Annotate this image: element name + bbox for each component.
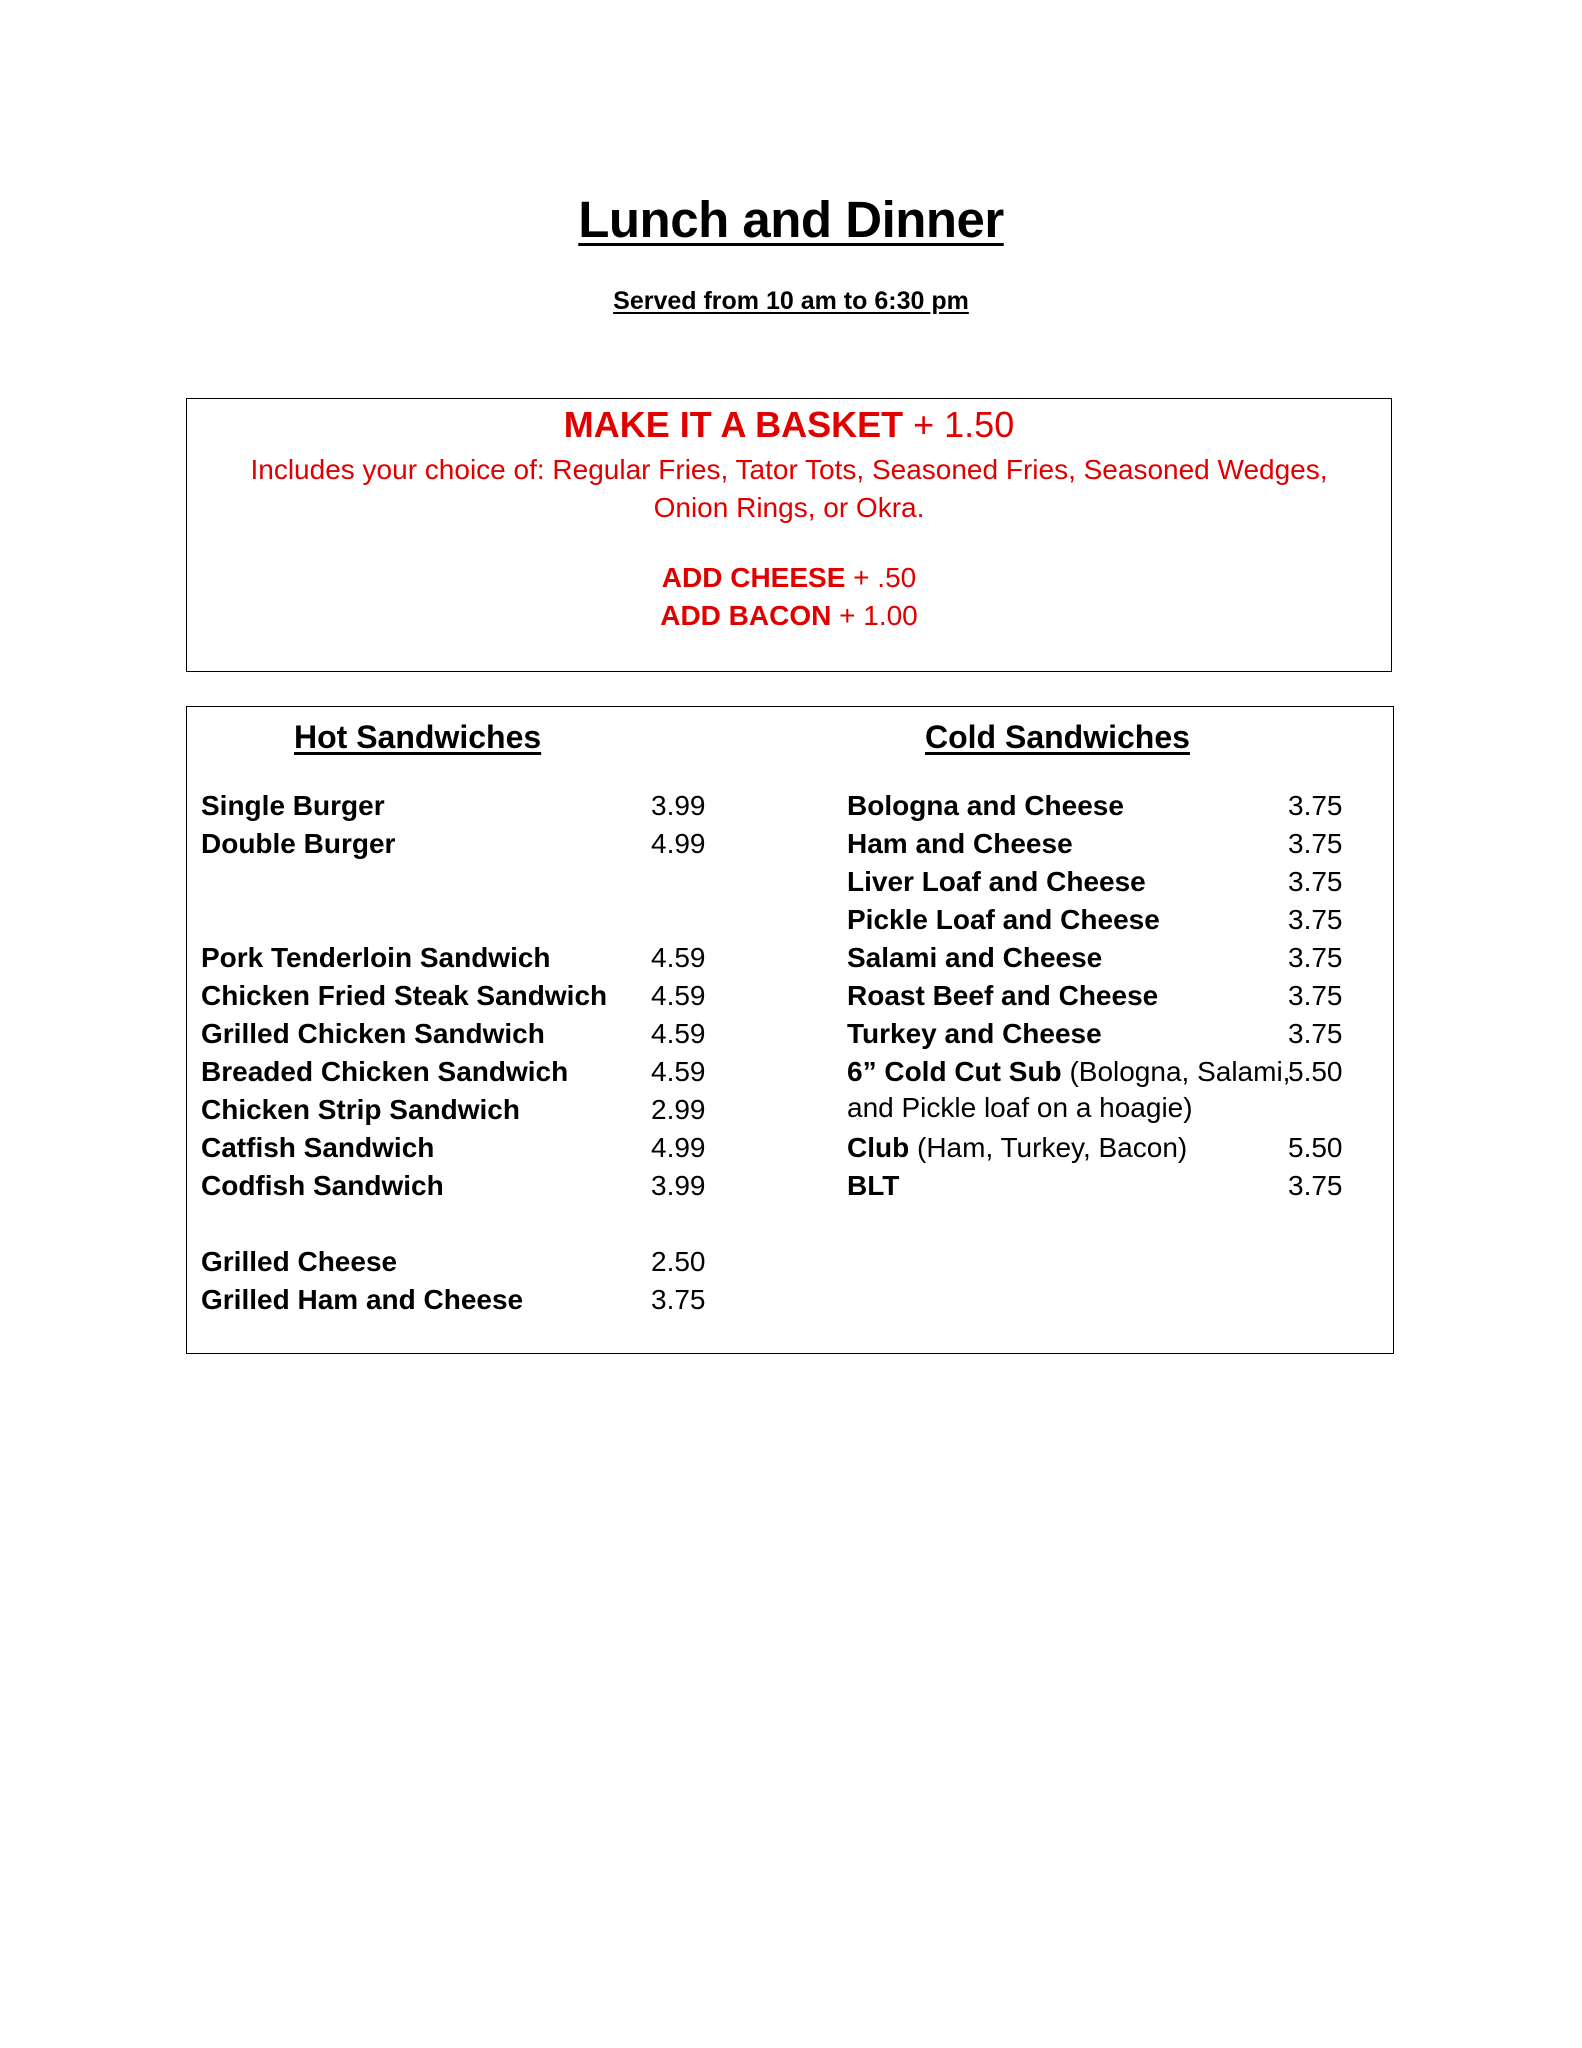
addon-cheese-label: ADD CHEESE (661, 562, 846, 593)
menu-item-name: Pork Tenderloin Sandwich (201, 942, 551, 973)
addon-bacon-label: ADD BACON (660, 600, 832, 631)
cold-sandwiches-heading: Cold Sandwiches (925, 719, 1190, 755)
menu-item-name: Liver Loaf and Cheese (847, 866, 1146, 897)
page-title: Lunch and Dinner (578, 191, 1004, 248)
addon-cheese-price: + .50 (853, 562, 917, 593)
menu-item-name: Roast Beef and Cheese (847, 980, 1159, 1011)
menu-item-name: Chicken Fried Steak Sandwich (201, 980, 608, 1011)
menu-item-price: 3.75 (1288, 866, 1343, 897)
menu-item-name: Double Burger (201, 828, 396, 859)
addon-bacon (187, 597, 1391, 635)
addon-cheese (187, 559, 1391, 597)
page-subtitle: Served from 10 am to 6:30 pm (613, 287, 969, 315)
menu-item-price: 4.99 (651, 828, 706, 859)
addon-bacon-price: + 1.00 (839, 600, 918, 631)
menu-item-price: 3.75 (651, 1284, 706, 1315)
basket-description: Includes your choice of: Regular Fries, Tator Tots, Seasoned Fries, Seasoned Wedges, Onion Rings, or Okra. (250, 454, 1328, 523)
sandwich-menu-box (186, 706, 1394, 1354)
menu-item-name: Grilled Chicken Sandwich (201, 1018, 545, 1049)
menu-item-price: 4.59 (651, 1056, 706, 1087)
menu-item-price: 3.99 (651, 1170, 706, 1201)
menu-item-price: 3.75 (1288, 942, 1343, 973)
menu-item-price: 5.50 (1288, 1132, 1343, 1163)
menu-item-name: Grilled Cheese (201, 1246, 398, 1277)
menu-item-price: 3.75 (1288, 1170, 1343, 1201)
basket-heading (187, 403, 1391, 447)
menu-item-price: 4.99 (651, 1132, 706, 1163)
menu-item-name: Codfish Sandwich (201, 1170, 444, 1201)
menu-item-detail: and Pickle loaf on a hoagie) (847, 1092, 1193, 1123)
menu-item-name: Bologna and Cheese (847, 790, 1124, 821)
menu-item-price: 2.99 (651, 1094, 706, 1125)
menu-item-price: 4.59 (651, 1018, 706, 1049)
menu-item-name: Pickle Loaf and Cheese (847, 904, 1160, 935)
menu-item-name: Chicken Strip Sandwich (201, 1094, 520, 1125)
menu-item-name: BLT (847, 1170, 900, 1201)
basket-heading-label: MAKE IT A BASKET (563, 404, 904, 445)
menu-item-price: 3.75 (1288, 790, 1343, 821)
basket-box (186, 398, 1392, 672)
menu-item-price: 2.50 (651, 1246, 706, 1277)
menu-item-name: Single Burger (201, 790, 385, 821)
menu-item-price: 4.59 (651, 942, 706, 973)
menu-item-price: 3.99 (651, 790, 706, 821)
basket-heading-price: + 1.50 (913, 404, 1015, 445)
menu-item-detail: (Ham, Turkey, Bacon) (917, 1132, 1188, 1163)
menu-item-price: 3.75 (1288, 828, 1343, 859)
menu-item-price: 5.50 (1288, 1056, 1343, 1087)
menu-item-name: Grilled Ham and Cheese (201, 1284, 524, 1315)
menu-item-name: Breaded Chicken Sandwich (201, 1056, 569, 1087)
menu-item-detail: (Bologna, Salami, (1069, 1056, 1291, 1087)
menu-item-name: Turkey and Cheese (847, 1018, 1102, 1049)
menu-item-price: 3.75 (1288, 980, 1343, 1011)
menu-item-name: 6” Cold Cut Sub (Bologna, Salami, (847, 1056, 1291, 1087)
menu-item-name: Club (Ham, Turkey, Bacon) (847, 1132, 1188, 1163)
hot-sandwiches-heading: Hot Sandwiches (294, 719, 542, 755)
menu-item-name: Salami and Cheese (847, 942, 1103, 973)
menu-item-price: 3.75 (1288, 904, 1343, 935)
menu-item-name: Catfish Sandwich (201, 1132, 435, 1163)
menu-item-price: 3.75 (1288, 1018, 1343, 1049)
menu-item-name: Ham and Cheese (847, 828, 1073, 859)
menu-item-price: 4.59 (651, 980, 706, 1011)
